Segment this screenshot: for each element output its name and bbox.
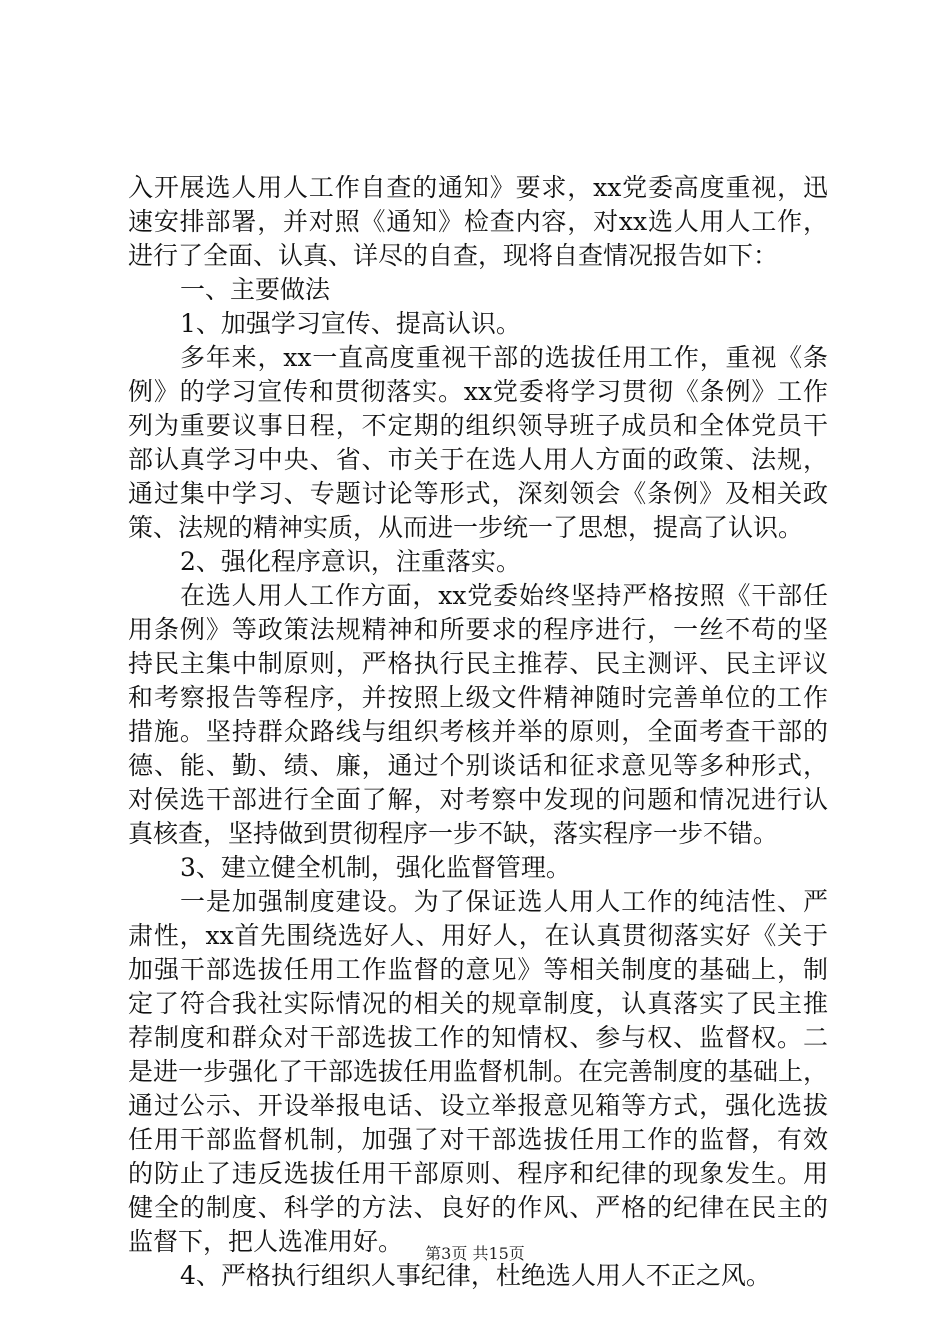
text-line: 监督下，把人选准用好。	[128, 1227, 404, 1256]
text-line: 入开展选人用人工作自查的通知》要求，xx党委高度重视，迅	[128, 173, 828, 202]
text-line: 持民主集中制原则，严格执行民主推荐、民主测评、民主评议	[128, 649, 828, 678]
text-line: 德、能、勤、绩、廉，通过个别谈话和征求意见等多种形式，	[128, 751, 828, 780]
document-body	[128, 171, 828, 1293]
text-line: 列为重要议事日程，不定期的组织领导班子成员和全体党员干	[128, 411, 828, 440]
page-footer: 第3页 共15页	[425, 1244, 525, 1263]
text-line: 通过集中学习、专题讨论等形式，深刻领会《条例》及相关政	[128, 479, 828, 508]
text-line: 部认真学习中央、省、市关于在选人用人方面的政策、法规，	[128, 445, 828, 474]
text-line: 4、严格执行组织人事纪律，杜绝选人用人不正之风。	[180, 1261, 771, 1290]
text-line: 任用干部监督机制，加强了对干部选拔任用工作的监督，有效	[128, 1125, 828, 1154]
text-line: 一是加强制度建设。为了保证选人用人工作的纯洁性、严	[180, 887, 828, 916]
text-line: 例》的学习宣传和贯彻落实。xx党委将学习贯彻《条例》工作	[128, 377, 828, 406]
text-line: 通过公示、开设举报电话、设立举报意见箱等方式，强化选拔	[128, 1091, 828, 1120]
text-line: 2、强化程序意识，注重落实。	[180, 547, 521, 576]
text-line: 速安排部署，并对照《通知》检查内容，对xx选人用人工作，	[128, 207, 828, 236]
text-line: 多年来，xx一直高度重视干部的选拔任用工作，重视《条	[180, 343, 828, 372]
text-line: 一、主要做法	[180, 275, 331, 304]
text-line: 用条例》等政策法规精神和所要求的程序进行，一丝不苟的坚	[128, 615, 828, 644]
text-line: 在选人用人工作方面，xx党委始终坚持严格按照《干部任	[180, 581, 828, 610]
text-line: 策、法规的精神实质，从而进一步统一了思想，提高了认识。	[128, 513, 804, 542]
text-line: 进行了全面、认真、详尽的自查，现将自查情况报告如下：	[128, 241, 779, 270]
text-line: 真核查，坚持做到贯彻程序一步不缺，落实程序一步不错。	[128, 819, 779, 848]
text-line: 3、建立健全机制，强化监督管理。	[180, 853, 571, 882]
text-line: 加强干部选拔任用工作监督的意见》等相关制度的基础上，制	[128, 955, 828, 984]
text-line: 定了符合我社实际情况的相关的规章制度，认真落实了民主推	[128, 989, 828, 1018]
text-line: 措施。坚持群众路线与组织考核并举的原则，全面考查干部的	[128, 717, 828, 746]
text-line: 的防止了违反选拔任用干部原则、程序和纪律的现象发生。用	[128, 1159, 828, 1188]
text-line: 健全的制度、科学的方法、良好的作风、严格的纪律在民主的	[128, 1193, 828, 1222]
text-line: 肃性，xx首先围绕选好人、用好人，在认真贯彻落实好《关于	[128, 921, 828, 950]
text-line: 荐制度和群众对干部选拔工作的知情权、参与权、监督权。二	[128, 1023, 828, 1052]
text-line: 对侯选干部进行全面了解，对考察中发现的问题和情况进行认	[128, 785, 828, 814]
text-line: 是进一步强化了干部选拔任用监督机制。在完善制度的基础上，	[128, 1057, 828, 1086]
text-line: 1、加强学习宣传、提高认识。	[180, 309, 521, 338]
text-line: 和考察报告等程序，并按照上级文件精神随时完善单位的工作	[128, 683, 828, 712]
